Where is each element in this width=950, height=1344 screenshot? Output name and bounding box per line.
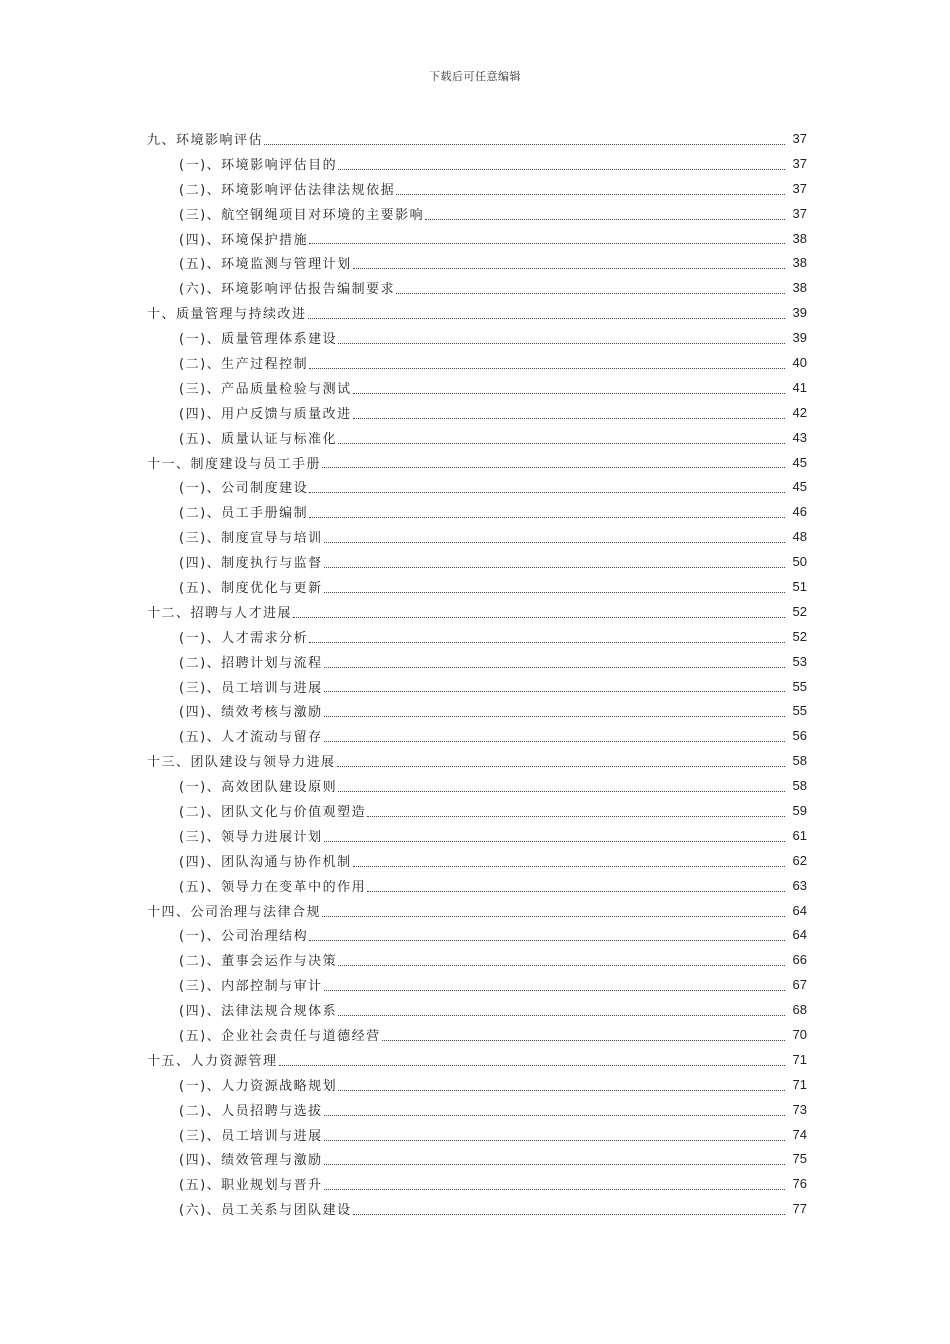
toc-entry-label: (五)、领导力在变革中的作用: [179, 876, 366, 895]
toc-section-entry[interactable]: [0, 773, 950, 798]
toc-page-number: 74: [785, 1127, 807, 1142]
toc-dot-leader: [353, 400, 785, 425]
toc-dot-leader: [293, 599, 785, 624]
toc-page-number: 52: [785, 629, 807, 644]
toc-entry-label: (五)、企业社会责任与道德经营: [179, 1025, 381, 1044]
toc-dot-leader: [324, 1097, 785, 1122]
toc-page-number: 61: [785, 828, 807, 843]
toc-page-number: 45: [785, 455, 807, 470]
toc-section-entry[interactable]: [0, 524, 950, 549]
toc-dot-leader: [324, 723, 785, 748]
toc-dot-leader: [324, 574, 785, 599]
toc-page-number: 71: [785, 1052, 807, 1067]
toc-dot-leader: [367, 873, 785, 898]
toc-section-entry[interactable]: [0, 201, 950, 226]
toc-page-number: 66: [785, 952, 807, 967]
toc-section-entry[interactable]: [0, 325, 950, 350]
toc-page-number: 38: [785, 231, 807, 246]
toc-dot-leader: [353, 848, 785, 873]
toc-entry-label: (一)、高效团队建设原则: [179, 776, 337, 795]
toc-entry-label: 十二、招聘与人才进展: [147, 602, 292, 621]
toc-section-entry[interactable]: [0, 226, 950, 251]
toc-dot-leader: [367, 798, 785, 823]
toc-dot-leader: [309, 624, 785, 649]
toc-section-entry[interactable]: [0, 275, 950, 300]
toc-entry-label: (五)、人才流动与留存: [179, 726, 323, 745]
toc-page-number: 64: [785, 927, 807, 942]
toc-entry-label: (四)、法律法规合规体系: [179, 1000, 337, 1019]
toc-dot-leader: [425, 201, 785, 226]
toc-page-number: 45: [785, 479, 807, 494]
toc-dot-leader: [338, 947, 785, 972]
toc-dot-leader: [324, 972, 785, 997]
toc-page-number: 63: [785, 878, 807, 893]
toc-dot-leader: [322, 450, 785, 475]
toc-page-number: 37: [785, 131, 807, 146]
toc-chapter-entry[interactable]: [0, 748, 950, 773]
toc-dot-leader: [324, 674, 785, 699]
toc-entry-label: (二)、招聘计划与流程: [179, 652, 323, 671]
toc-section-entry[interactable]: [0, 1196, 950, 1221]
toc-entry-label: (二)、员工手册编制: [179, 502, 308, 521]
toc-page-number: 39: [785, 330, 807, 345]
toc-section-entry[interactable]: [0, 499, 950, 524]
toc-dot-leader: [338, 151, 785, 176]
toc-page-number: 59: [785, 803, 807, 818]
toc-entry-label: (四)、环境保护措施: [179, 229, 308, 248]
toc-dot-leader: [309, 350, 785, 375]
toc-page-number: 67: [785, 977, 807, 992]
toc-entry-label: (四)、用户反馈与质量改进: [179, 403, 352, 422]
toc-page-number: 40: [785, 355, 807, 370]
toc-section-entry[interactable]: [0, 848, 950, 873]
toc-section-entry[interactable]: [0, 549, 950, 574]
toc-dot-leader: [322, 898, 785, 923]
toc-dot-leader: [309, 474, 785, 499]
toc-dot-leader: [324, 524, 785, 549]
toc-entry-label: 十一、制度建设与员工手册: [147, 453, 321, 472]
toc-entry-label: 十四、公司治理与法律合规: [147, 901, 321, 920]
toc-entry-label: (一)、人力资源战略规划: [179, 1075, 337, 1094]
toc-section-entry[interactable]: [0, 151, 950, 176]
toc-page-number: 42: [785, 405, 807, 420]
toc-page-number: 50: [785, 554, 807, 569]
toc-entry-label: (六)、环境影响评估报告编制要求: [179, 278, 395, 297]
toc-section-entry[interactable]: [0, 1147, 950, 1172]
toc-section-entry[interactable]: [0, 1072, 950, 1097]
toc-page-number: 43: [785, 430, 807, 445]
toc-entry-label: (四)、制度执行与监督: [179, 552, 323, 571]
toc-dot-leader: [382, 1022, 785, 1047]
toc-dot-leader: [324, 823, 785, 848]
toc-section-entry[interactable]: [0, 674, 950, 699]
toc-page-number: 39: [785, 305, 807, 320]
toc-page-number: 75: [785, 1151, 807, 1166]
toc-dot-leader: [353, 250, 785, 275]
toc-chapter-entry[interactable]: [0, 300, 950, 325]
toc-dot-leader: [264, 126, 785, 151]
toc-dot-leader: [337, 748, 785, 773]
toc-section-entry[interactable]: [0, 176, 950, 201]
toc-page-number: 71: [785, 1077, 807, 1092]
toc-dot-leader: [324, 1171, 785, 1196]
toc-dot-leader: [309, 499, 785, 524]
toc-section-entry[interactable]: [0, 624, 950, 649]
toc-page-number: 58: [785, 753, 807, 768]
toc-page-number: 58: [785, 778, 807, 793]
toc-section-entry[interactable]: [0, 1097, 950, 1122]
toc-entry-label: (三)、产品质量检验与测试: [179, 378, 352, 397]
toc-page-number: 68: [785, 1002, 807, 1017]
toc-page-number: 51: [785, 579, 807, 594]
toc-section-entry[interactable]: [0, 400, 950, 425]
toc-page-number: 53: [785, 654, 807, 669]
toc-dot-leader: [338, 325, 785, 350]
toc-page-number: 52: [785, 604, 807, 619]
toc-section-entry[interactable]: [0, 997, 950, 1022]
toc-dot-leader: [324, 698, 785, 723]
toc-dot-leader: [324, 1122, 785, 1147]
toc-section-entry[interactable]: [0, 1122, 950, 1147]
toc-page-number: 64: [785, 903, 807, 918]
toc-chapter-entry[interactable]: [0, 898, 950, 923]
toc-page-number: 62: [785, 853, 807, 868]
toc-dot-leader: [338, 997, 785, 1022]
toc-page-number: 55: [785, 679, 807, 694]
toc-entry-label: (三)、员工培训与进展: [179, 677, 323, 696]
toc-dot-leader: [324, 649, 785, 674]
toc-entry-label: (五)、环境监测与管理计划: [179, 253, 352, 272]
toc-dot-leader: [324, 1147, 785, 1172]
toc-chapter-entry[interactable]: [0, 126, 950, 151]
toc-section-entry[interactable]: [0, 649, 950, 674]
toc-entry-label: 十、质量管理与持续改进: [147, 303, 307, 322]
toc-section-entry[interactable]: [0, 698, 950, 723]
toc-page-number: 38: [785, 255, 807, 270]
toc-entry-label: 十五、人力资源管理: [147, 1050, 278, 1069]
toc-entry-label: (一)、质量管理体系建设: [179, 328, 337, 347]
toc-page-number: 46: [785, 504, 807, 519]
toc-dot-leader: [396, 176, 785, 201]
toc-section-entry[interactable]: [0, 350, 950, 375]
toc-entry-label: (二)、团队文化与价值观塑造: [179, 801, 366, 820]
toc-page-number: 41: [785, 380, 807, 395]
toc-entry-label: (四)、绩效管理与激励: [179, 1149, 323, 1168]
table-of-contents: [0, 126, 950, 1221]
toc-entry-label: (四)、团队沟通与协作机制: [179, 851, 352, 870]
toc-section-entry[interactable]: [0, 1022, 950, 1047]
toc-dot-leader: [338, 425, 785, 450]
toc-entry-label: (二)、董事会运作与决策: [179, 950, 337, 969]
toc-page-number: 77: [785, 1201, 807, 1216]
toc-entry-label: (三)、航空钢绳项目对环境的主要影响: [179, 204, 424, 223]
toc-entry-label: (一)、人才需求分析: [179, 627, 308, 646]
toc-section-entry[interactable]: [0, 574, 950, 599]
toc-section-entry[interactable]: [0, 474, 950, 499]
toc-page-number: 76: [785, 1176, 807, 1191]
toc-page-number: 38: [785, 280, 807, 295]
toc-page-number: 37: [785, 206, 807, 221]
toc-page-number: 37: [785, 156, 807, 171]
toc-page-number: 73: [785, 1102, 807, 1117]
toc-section-entry[interactable]: [0, 425, 950, 450]
toc-entry-label: (三)、员工培训与进展: [179, 1125, 323, 1144]
toc-entry-label: (五)、职业规划与晋升: [179, 1174, 323, 1193]
toc-entry-label: (六)、员工关系与团队建设: [179, 1199, 352, 1218]
toc-page-number: 70: [785, 1027, 807, 1042]
toc-chapter-entry[interactable]: [0, 450, 950, 475]
toc-entry-label: (一)、公司治理结构: [179, 925, 308, 944]
toc-section-entry[interactable]: [0, 947, 950, 972]
toc-page-number: 37: [785, 181, 807, 196]
toc-dot-leader: [353, 375, 785, 400]
toc-page-number: 56: [785, 728, 807, 743]
toc-dot-leader: [324, 549, 785, 574]
toc-section-entry[interactable]: [0, 923, 950, 948]
toc-chapter-entry[interactable]: [0, 599, 950, 624]
toc-entry-label: (三)、制度宣导与培训: [179, 527, 323, 546]
toc-entry-label: 九、环境影响评估: [147, 129, 263, 148]
toc-dot-leader: [338, 773, 785, 798]
toc-page-number: 48: [785, 529, 807, 544]
toc-dot-leader: [338, 1072, 785, 1097]
toc-dot-leader: [396, 275, 785, 300]
toc-section-entry[interactable]: [0, 823, 950, 848]
toc-chapter-entry[interactable]: [0, 1047, 950, 1072]
toc-entry-label: (二)、人员招聘与选拔: [179, 1100, 323, 1119]
toc-section-entry[interactable]: [0, 873, 950, 898]
toc-entry-label: (四)、绩效考核与激励: [179, 701, 323, 720]
toc-section-entry[interactable]: [0, 1171, 950, 1196]
toc-dot-leader: [308, 300, 785, 325]
toc-entry-label: 十三、团队建设与领导力进展: [147, 751, 336, 770]
toc-section-entry[interactable]: [0, 972, 950, 997]
toc-entry-label: (三)、领导力进展计划: [179, 826, 323, 845]
toc-section-entry[interactable]: [0, 250, 950, 275]
toc-entry-label: (二)、生产过程控制: [179, 353, 308, 372]
toc-entry-label: (五)、制度优化与更新: [179, 577, 323, 596]
toc-entry-label: (一)、公司制度建设: [179, 477, 308, 496]
toc-dot-leader: [309, 226, 785, 251]
toc-page-number: 55: [785, 703, 807, 718]
toc-entry-label: (三)、内部控制与审计: [179, 975, 323, 994]
toc-section-entry[interactable]: [0, 798, 950, 823]
toc-entry-label: (五)、质量认证与标准化: [179, 428, 337, 447]
toc-dot-leader: [279, 1047, 785, 1072]
toc-dot-leader: [309, 923, 785, 948]
toc-section-entry[interactable]: [0, 723, 950, 748]
toc-entry-label: (二)、环境影响评估法律法规依据: [179, 179, 395, 198]
page-header: 下载后可任意编辑: [429, 70, 521, 83]
toc-section-entry[interactable]: [0, 375, 950, 400]
toc-dot-leader: [353, 1196, 785, 1221]
toc-entry-label: (一)、环境影响评估目的: [179, 154, 337, 173]
